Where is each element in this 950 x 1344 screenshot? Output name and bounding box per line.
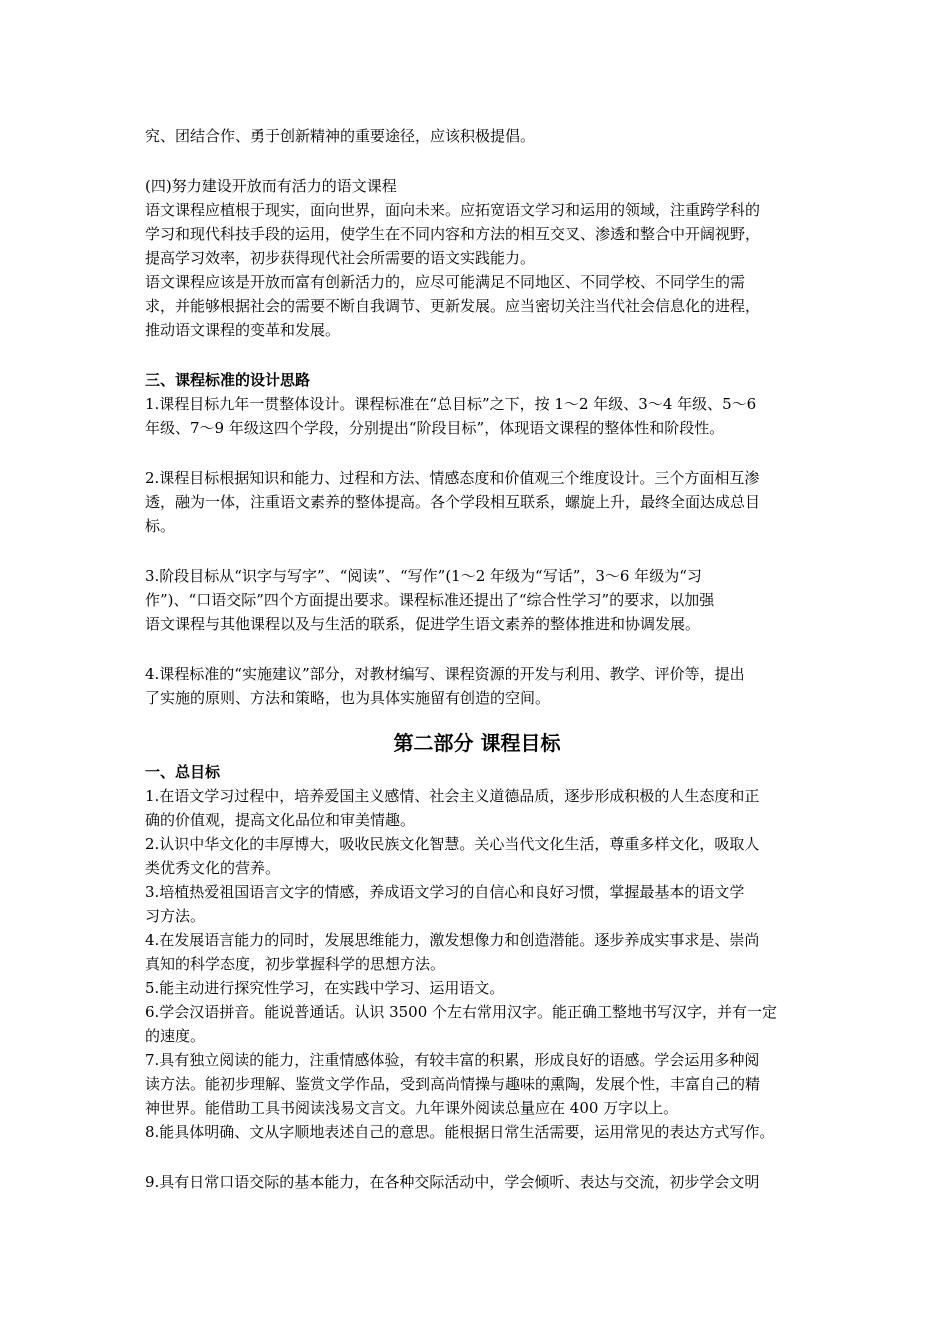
list-item-line: 读方法。能初步理解、鉴赏文学作品，受到高尚情操与趣味的熏陶，发展个性，丰富自己的精 (145, 1075, 761, 1093)
paragraph-line: 提高学习效率，初步获得现代社会所需要的语文实践能力。 (145, 249, 536, 267)
list-item-line: 透，融为一体，注重语文素养的整体提高。各个学段相互联系，螺旋上升，最终全面达成总目 (145, 493, 761, 511)
list-item-line: 8.能具体明确、文从字顺地表述自己的意思。能根据日常生活需要，运用常见的表达方式写作。 (145, 1123, 775, 1141)
section-title: (四)努力建设开放而有活力的语文课程 (145, 177, 397, 195)
paragraph-line: 求，并能够根据社会的需要不断自我调节、更新发展。应当密切关注当代社会信息化的进程， (145, 297, 761, 315)
list-item-line: 神世界。能借助工具书阅读浅易文言文。九年课外阅读总量应在 400 万字以上。 (145, 1099, 679, 1117)
list-item-line: 4.课程标准的“实施建议”部分，对教材编写、课程资源的开发与利用、教学、评价等，提出 (145, 665, 745, 683)
list-item-line: 9.具有日常口语交际的基本能力，在各种交际活动中，学会倾听、表达与交流，初步学会文明 (145, 1173, 760, 1191)
paragraph-line: 语文课程应植根于现实，面向世界，面向未来。应拓宽语文学习和运用的领域，注重跨学科的 (145, 201, 761, 219)
list-item-line: 了实施的原则、方法和策略，也为具体实施留有创造的空间。 (145, 689, 551, 707)
section-heading: 一、总目标 (145, 763, 221, 781)
list-item-line: 标。 (145, 517, 176, 535)
list-item-line: 年级、7～9 年级这四个学段，分别提出“阶段目标”，体现语文课程的整体性和阶段性。 (145, 419, 725, 437)
list-item-line: 1.课程目标九年一贯整体设计。课程标准在“总目标”之下，按 1～2 年级、3～4 年级、5～6 (145, 395, 757, 413)
list-item-line: 1.在语文学习过程中，培养爱国主义感情、社会主义道德品质，逐步形成积极的人生态度和正 (145, 787, 760, 805)
list-item-line: 2.课程目标根据知识和能力、过程和方法、情感态度和价值观三个维度设计。三个方面相互渗 (145, 469, 760, 487)
paragraph-line: 语文课程应该是开放而富有创新活力的，应尽可能满足不同地区、不同学校、不同学生的需 (145, 273, 746, 291)
list-item-line: 6.学会汉语拼音。能说普通话。认识 3500 个左右常用汉字。能正确工整地书写汉字，并有一定 (145, 1003, 778, 1021)
paragraph-line: 究、团结合作、勇于创新精神的重要途径，应该积极提倡。 (145, 127, 536, 145)
section-heading: 三、课程标准的设计思路 (145, 371, 311, 389)
part-title: 第二部分 课程目标 (393, 731, 561, 755)
document-page (145, 124, 809, 1194)
list-item-line: 作”)、“口语交际”四个方面提出要求。课程标准还提出了“综合性学习”的要求，以加强 (145, 591, 715, 609)
list-item-line: 真知的科学态度，初步掌握科学的思想方法。 (145, 955, 446, 973)
list-item-line: 3.培植热爱祖国语言文字的情感，养成语文学习的自信心和良好习惯，掌握最基本的语文学 (145, 883, 745, 901)
list-item-line: 语文课程与其他课程以及与生活的联系，促进学生语文素养的整体推进和协调发展。 (145, 615, 701, 633)
list-item-line: 2.认识中华文化的丰厚博大，吸收民族文化智慧。关心当代文化生活，尊重多样文化，吸取人 (145, 835, 760, 853)
list-item-line: 习方法。 (145, 907, 206, 925)
list-item-line: 的速度。 (145, 1027, 206, 1045)
list-item-line: 7.具有独立阅读的能力，注重情感体验，有较丰富的积累，形成良好的语感。学会运用多种阅 (145, 1051, 760, 1069)
list-item-line: 4.在发展语言能力的同时，发展思维能力，激发想像力和创造潜能。逐步养成实事求是、崇尚 (145, 931, 760, 949)
paragraph-line: 推动语文课程的变革和发展。 (145, 321, 341, 339)
list-item-line: 确的价值观，提高文化品位和审美情趣。 (145, 811, 416, 829)
list-item-line: 3.阶段目标从“识字与写字”、“阅读”、“写作”(1～2 年级为“写话”，3～6 年级为“习 (145, 567, 702, 585)
paragraph-line: 学习和现代科技手段的运用，使学生在不同内容和方法的相互交叉、渗透和整合中开阔视野， (145, 225, 761, 243)
list-item-line: 5.能主动进行探究性学习，在实践中学习、运用语文。 (145, 979, 505, 997)
list-item-line: 类优秀文化的营养。 (145, 859, 281, 877)
